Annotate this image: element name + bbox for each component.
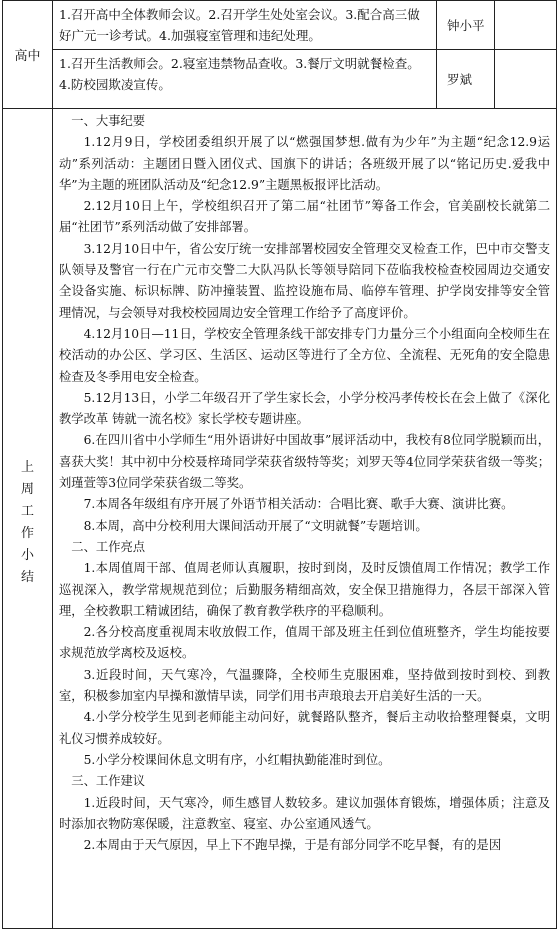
category-cell-high-school: 高中 bbox=[3, 1, 53, 109]
task-cell: 1.召开高中全体教师会议。2.召开学生处处室会议。3.配合高三做好广元一诊考试。4.加强寝室管理和违纪处理。 bbox=[53, 1, 437, 50]
empty-cell bbox=[495, 50, 557, 109]
section-heading: 一、大事纪要 bbox=[71, 114, 146, 128]
list-item: 3.近段时间，天气寒冷，气温骤降，全校师生克服困难，坚持做到按时到校、到教室，积极参加室内早操和激情早读，同学们用书声琅琅去开启美好生活的一天。 bbox=[59, 667, 550, 704]
table-row bbox=[3, 50, 557, 109]
summary-content bbox=[53, 109, 557, 929]
list-item: 4.12月10日—11日，学校安全管理条线干部安排专门力量分三个小组面向全校师生在校活动的办公区、学习区、生活区、运动区等进行了全方位、全流程、无死角的安全隐患检查及冬季用电安全检查。 bbox=[59, 326, 550, 384]
empty-cell bbox=[495, 1, 557, 50]
category-label: 上周工作小结 bbox=[20, 459, 34, 585]
list-item: 1.近段时间，天气寒冷，师生感冒人数较多。建议加强体育锻炼，增强体质；注意及时添加衣物防寒保暖，注意教室、寝室、办公室通风透气。 bbox=[59, 795, 550, 831]
list-item: 4.小学分校学生见到老师能主动问好，就餐路队整齐，餐后主动收拾整理餐桌，文明礼仪习惯养成较好。 bbox=[59, 710, 550, 746]
list-item: 6.在四川省中小学师生“用外语讲好中国故事”展评活动中，我校有8位同学脱颖而出，喜获大奖！其中初中分校聂梓琦同学荣获省级特等奖；刘罗天等4位同学荣获省级一等奖；刘瑾萱等3位同学荣获省级二等奖。 bbox=[59, 433, 550, 491]
list-item: 5.12月13日，小学二年级召开了学生家长会，小学分校冯孝传校长在会上做了《深化教学改革 铸就一流名校》家长学校专题讲座。 bbox=[59, 390, 550, 427]
list-item: 2.本周由于天气原因，早上下不跑早操，于是有部分同学不吃早餐，有的是因 bbox=[83, 838, 502, 853]
list-item: 1.12月9日，学校团委组织开展了以“燃强国梦想.做有为少年”为主题“纪念12.9运动”系列活动：主题团日暨入团仪式、国旗下的讲话；各班级开展了以“铭记历史.爱我中华”为主题的班团队活动及“纪念12.9”主题黑板报评比活动。 bbox=[59, 135, 550, 192]
list-item: 2.12月10日上午，学校组织召开了第二届“社团节”筹备工作会，官美副校长就第二届“社团节”系列活动做了安排部署。 bbox=[59, 199, 550, 235]
section-heading: 三、工作建议 bbox=[71, 774, 146, 789]
list-item: 5.小学分校课间休息文明有序，小红帽执勤能准时到位。 bbox=[83, 752, 391, 767]
person-cell: 钟小平 bbox=[437, 1, 495, 50]
category-cell-last-week-summary bbox=[3, 109, 53, 929]
list-item: 7.本周各年级组有序开展了外语节相关活动：合唱比赛、歌手大赛、演讲比赛。 bbox=[83, 497, 514, 512]
weekly-report-table bbox=[2, 0, 557, 929]
task-cell: 1.召开生活教师会。2.寝室违禁物品查收。3.餐厅文明就餐检查。4.防校园欺凌宣传。 bbox=[53, 50, 437, 109]
list-item: 8.本周，高中分校利用大课间活动开展了“文明就餐”专题培训。 bbox=[83, 518, 428, 533]
person-cell: 罗斌 bbox=[437, 50, 495, 109]
table-row bbox=[3, 109, 557, 929]
section-heading: 二、工作亮点 bbox=[71, 539, 146, 554]
list-item: 2.各分校高度重视周末收放假工作，值周干部及班主任到位值班整齐，学生均能按要求规范放学离校及返校。 bbox=[59, 625, 550, 661]
table-row bbox=[3, 1, 557, 50]
list-item: 3.12月10日中午，省公安厅统一安排部署校园安全管理交叉检查工作，巴中市交警支队领导及警官一行在广元市交警二大队冯队长等领导陪同下莅临我校检查校园周边交通安全设备实施、标识标牌、防冲撞装置、监控设施布局、临停车管理、护学岗安排等安全管理情况，与会领导对我校校园周边安全管理工作给予了高度评价。 bbox=[59, 241, 550, 320]
list-item: 1.本周值周干部、值周老师认真履职，按时到岗，及时反馈值周工作情况；教学工作巡视深入，教学常规规范到位；后勤服务精细高效，安全保卫措施得力，各层干部深入管理，全校教职工精诚团结，确保了教育教学秩序的平稳顺利。 bbox=[59, 561, 550, 618]
